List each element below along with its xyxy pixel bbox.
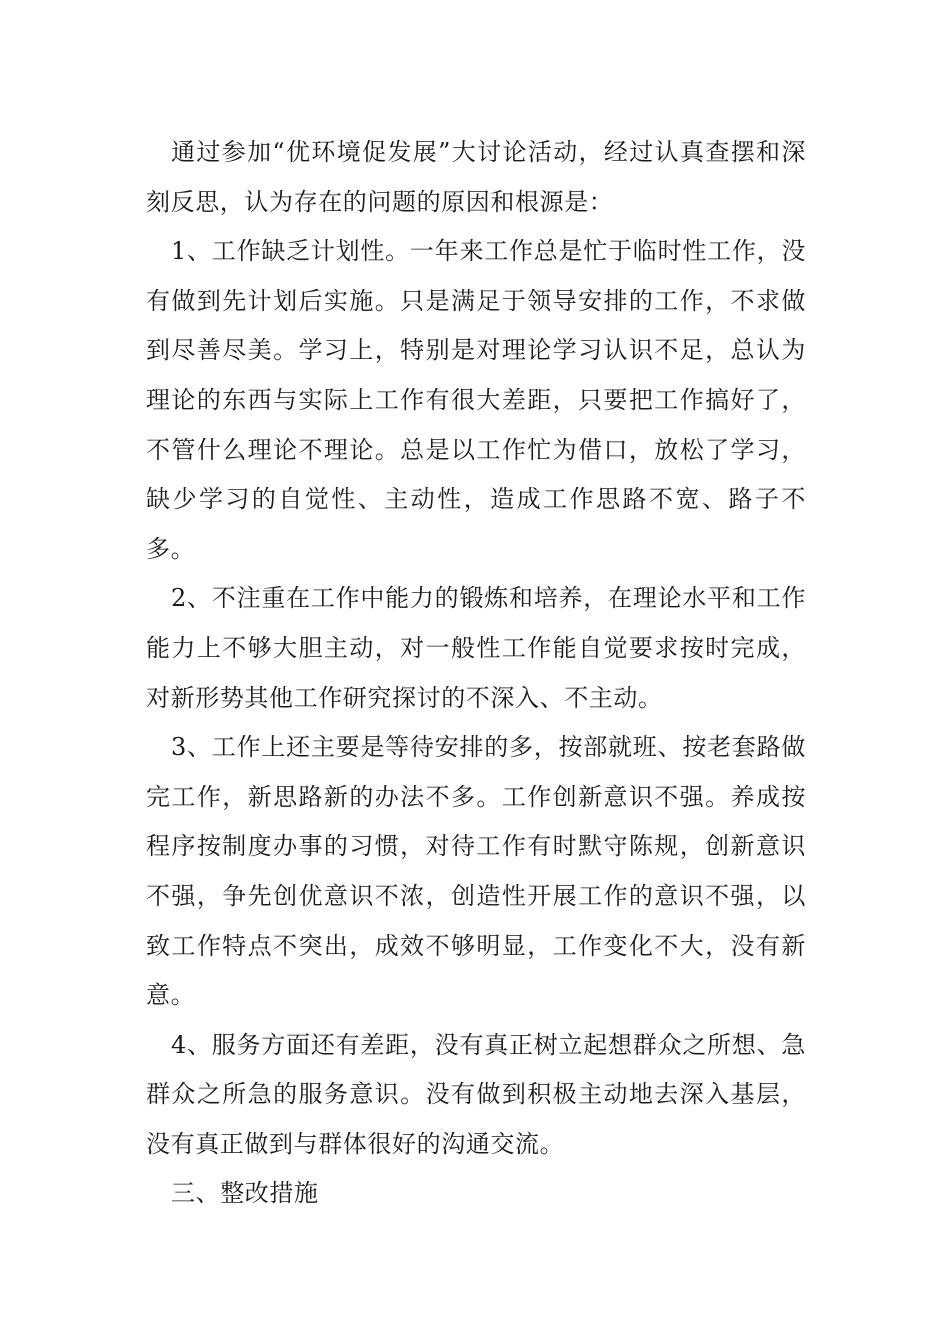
paragraph-item-2: 2、不注重在工作中能力的锻炼和培养，在理论水平和工作能力上不够大胆主动，对一般性工作能自觉要求按时完成，对新形势其他工作研究探讨的不深入、不主动。 (146, 584, 806, 712)
paragraph-item-3: 3、工作上还主要是等待安排的多，按部就班、按老套路做完工作，新思路新的办法不多。工作创新意识不强。养成按程序按制度办事的习惯，对待工作有时默守陈规，创新意识不强，争先创优意识不浓，创造性开展工作的意识不强，以致工作特点不突出，成效不够明显，工作变化不大，没有新意。 (146, 733, 806, 1010)
section-heading-rectification: 三、整改措施 (171, 1179, 319, 1208)
paragraph-intro: 通过参加“优环境促发展”大讨论活动，经过认真查摆和深刻反思，认为存在的问题的原因和根源是： (146, 138, 806, 216)
document-body (146, 128, 806, 1219)
paragraph-item-4: 4、服务方面还有差距，没有真正树立起想群众之所想、急群众之所急的服务意识。没有做到积极主动地去深入基层，没有真正做到与群体很好的沟通交流。 (146, 1030, 806, 1158)
paragraph-item-1: 1、工作缺乏计划性。一年来工作总是忙于临时性工作，没有做到先计划后实施。只是满足于领导安排的工作，不求做到尽善尽美。学习上，特别是对理论学习认识不足，总认为理论的东西与实际上工作有很大差距，只要把工作搞好了，不管什么理论不理论。总是以工作忙为借口，放松了学习，缺少学习的自觉性、主动性，造成工作思路不宽、路子不多。 (146, 237, 806, 563)
